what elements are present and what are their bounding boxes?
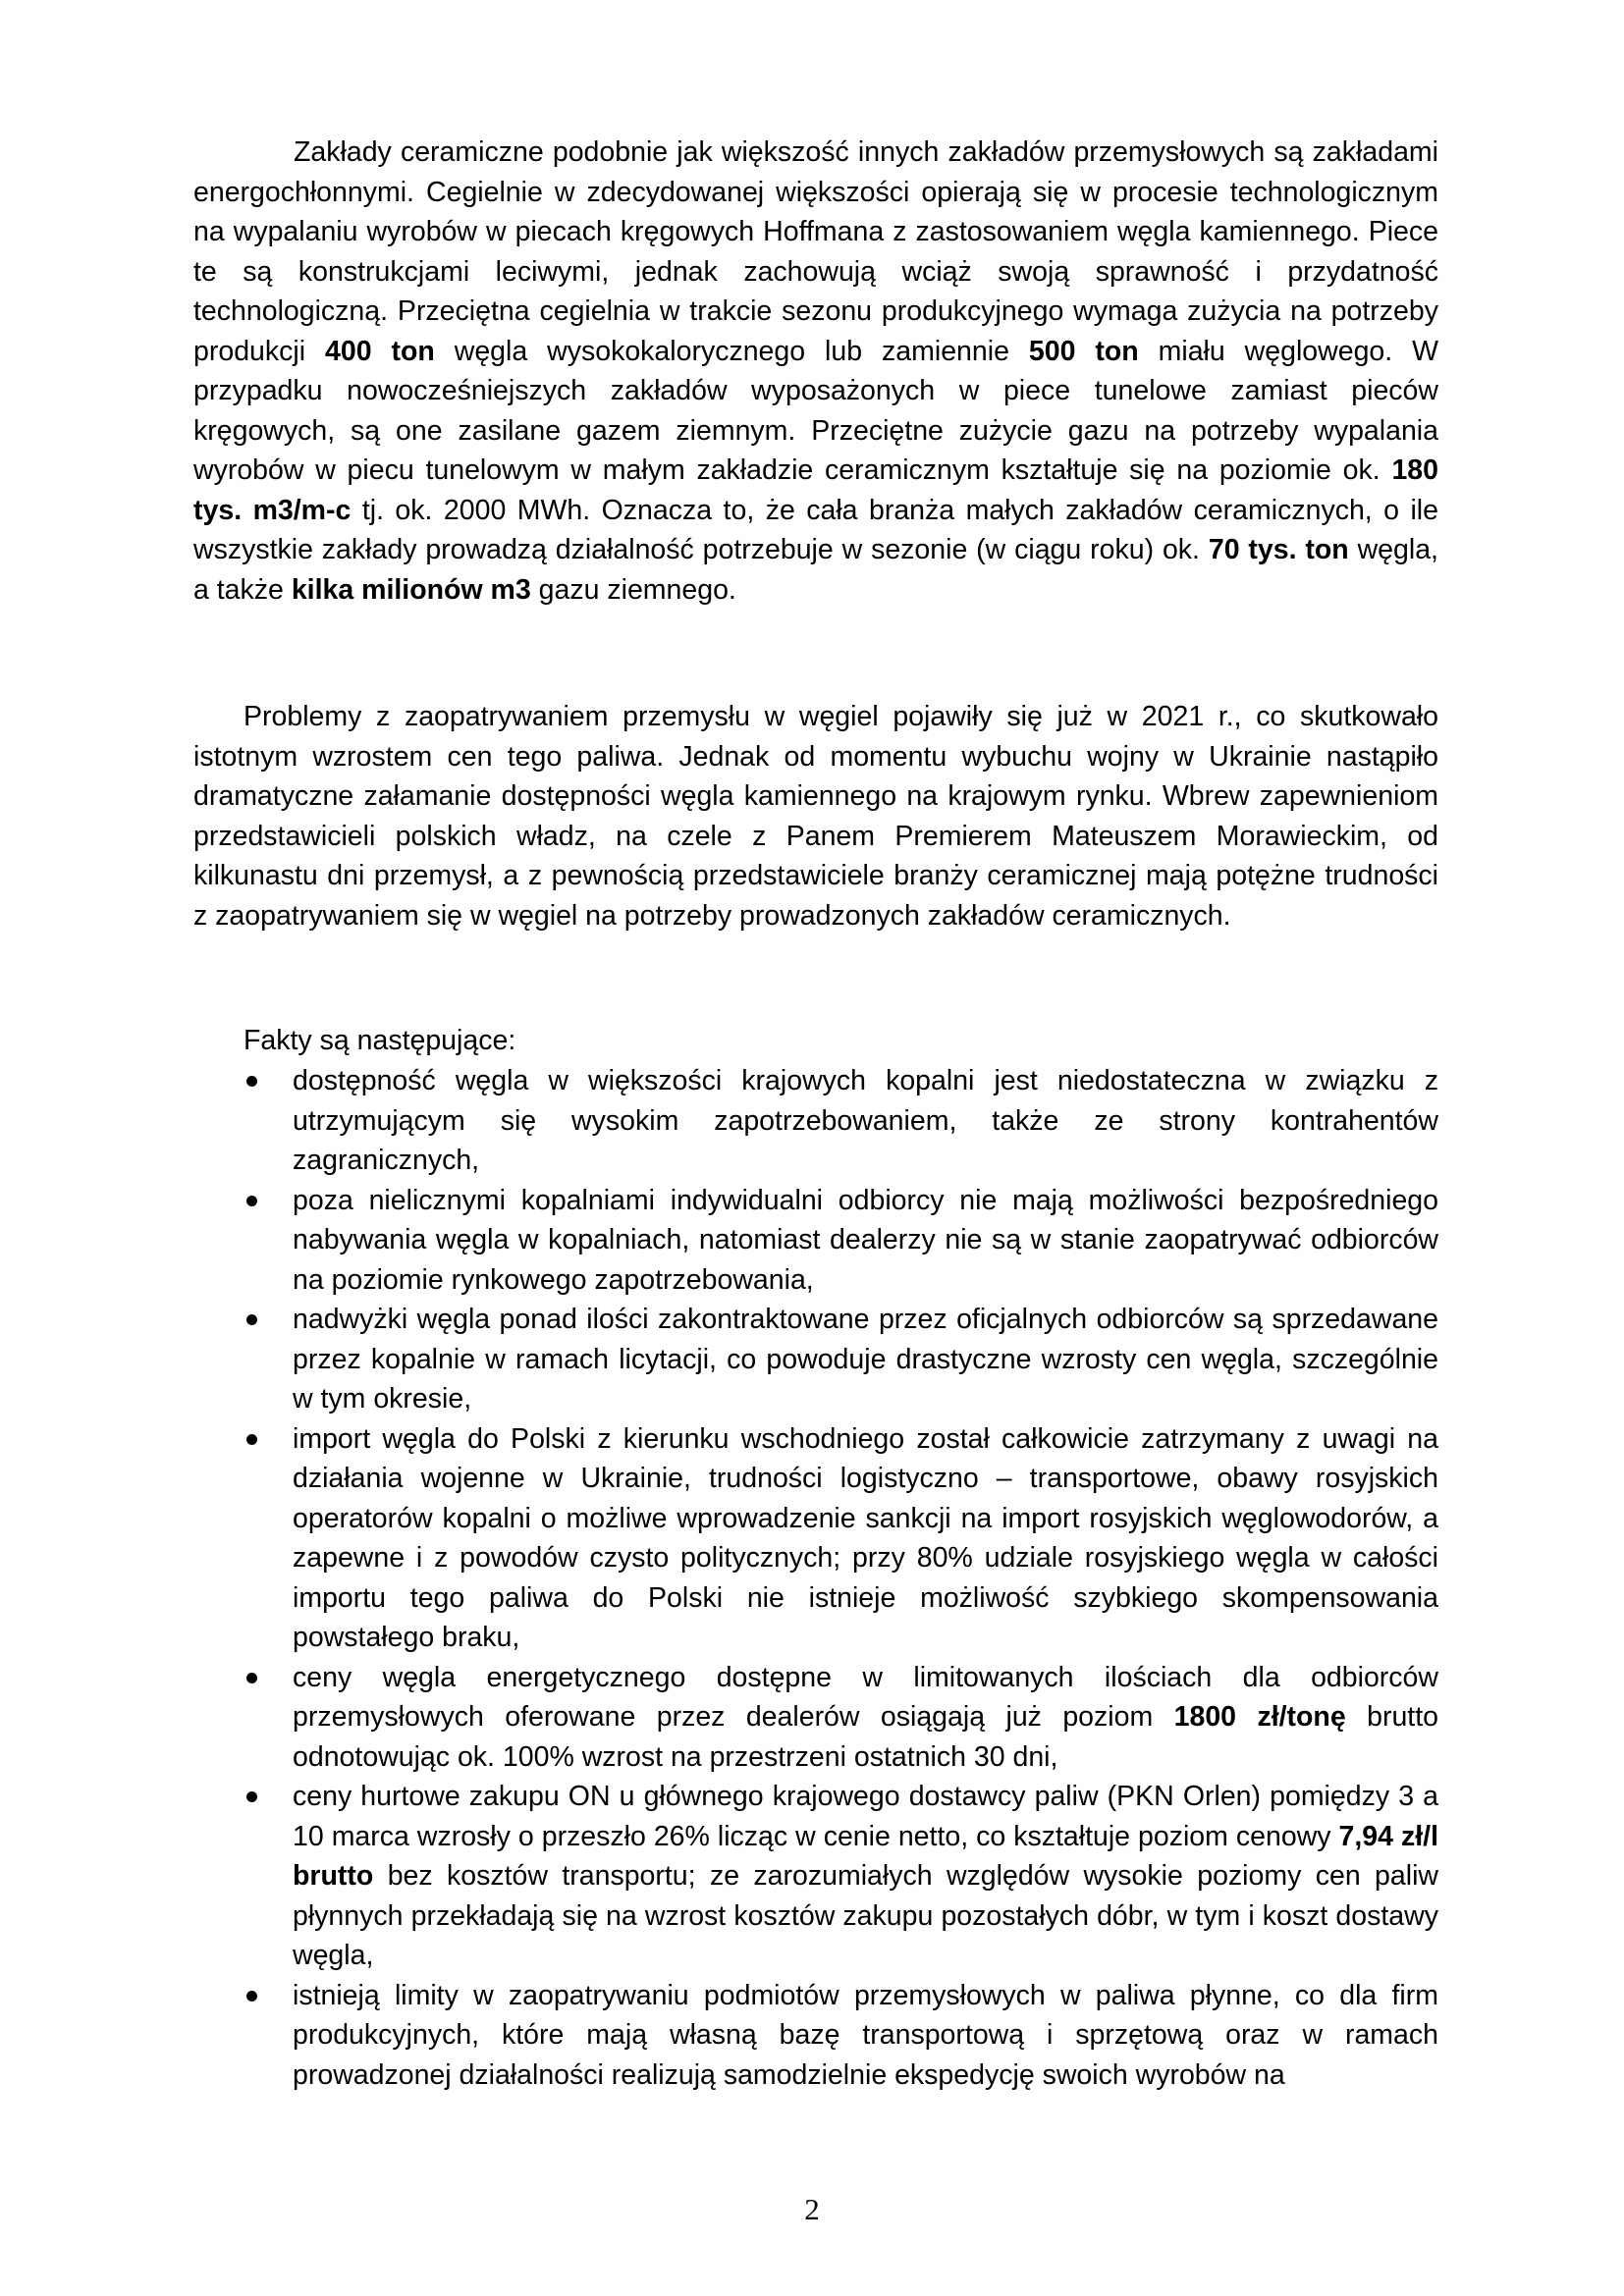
list-item <box>244 1976 1438 2096</box>
list-item <box>244 1300 1438 1419</box>
text-run: Problemy z zaopatrywaniem przemysłu w węgiel pojawiły się już w 2021 r., co skutkowało istotnym wzrostem cen tego paliwa. Jednak od momentu wybuchu wojny w Ukrainie nastąpiło dramatyczne załamanie dostępności węgla kamiennego na krajowym rynku. Wbrew zapewnieniom przedstawicieli polskich władz, na czele z Panem Premierem Mateuszem Morawieckim, od kilkunastu dni przemysł, a z pewnością przedstawiciele branży ceramicznej mają potężne trudności z zaopatrywaniem się w węgiel na potrzeby prowadzonych zakładów ceramicznych. <box>193 701 1438 932</box>
bold-industry-gas-amount: kilka milionów m3 <box>291 573 531 606</box>
text-run: gazu ziemnego. <box>530 573 736 606</box>
bullet-icon <box>246 1196 257 1206</box>
facts-intro: Fakty są następujące: <box>244 1025 516 1056</box>
bold-coal-amount: 400 ton <box>325 335 435 367</box>
facts-list <box>244 1061 1438 2095</box>
list-item-text: istnieją limity w zaopatrywaniu podmiotów przemysłowych w paliwa płynne, co dla firm produkcyjnych, które mają własną bazę transportową i sprzętową oraz w ramach prowadzonej działalności realizują samodzielnie ekspedycję swoich wyrobów na <box>293 1979 1438 2091</box>
list-item <box>244 1419 1438 1658</box>
list-item <box>244 1061 1438 1181</box>
list-item-text: poza nielicznymi kopalniami indywidualni odbiorcy nie mają możliwości bezpośredniego nabywania węgla w kopalniach, natomiast dealerzy nie są w stanie zaopatrywać odbiorców na poziomie rynkowego zapotrzebowania, <box>293 1184 1438 1296</box>
bold-fuel-price: 7,94 zł/l brutto <box>293 1820 1438 1892</box>
list-item-text: brutto odnotowując ok. 100% wzrost na przestrzeni ostatnich 30 dni, <box>293 1701 1438 1773</box>
text-run: węgla, a także <box>193 534 1438 606</box>
bullet-icon <box>246 1314 257 1325</box>
page-number: 2 <box>804 2192 820 2226</box>
text-run: węgla wysokokalorycznego lub zamiennie <box>434 335 1029 367</box>
text-run: tj. ok. 2000 MWh. Oznacza to, że cała branża małych zakładów ceramicznych, o ile wszystkie zakłady prowadzą działalność potrzebuje w sezonie (w ciągu roku) ok. <box>193 494 1438 565</box>
text-run: miału węglowego. W przypadku nowocześniejszych zakładów wyposażonych w piece tunelowe zamiast pieców kręgowych, są one zasilane gazem ziemnym. Przeciętne zużycie gazu na potrzeby wypalania wyrobów w piecu tunelowym w małym zakładzie ceramicznym kształtuje się na poziomie ok. <box>193 335 1439 486</box>
list-item-text: import węgla do Polski z kierunku wschodniego został całkowicie zatrzymany z uwagi na działania wojenne w Ukrainie, trudności logistyczno – transportowe, obawy rosyjskich operatorów kopalni o możliwe wprowadzenie sankcji na import rosyjskich węglowodorów, a zapewne i z powodów czysto politycznych; przy 80% udziale rosyjskiego węgla w całości importu tego paliwa do Polski nie istnieje możliwość szybkiego skompensowania powstałego braku, <box>293 1422 1438 1653</box>
list-item-text: bez kosztów transportu; ze zarozumiałych względów wysokie poziomy cen paliw płynnych przekładają się na wzrost kosztów zakupu pozostałych dóbr, w tym i koszt dostawy węgla, <box>293 1860 1438 1971</box>
list-item-text: nadwyżki węgla ponad ilości zakontraktowane przez oficjalnych odbiorców są sprzedawane przez kopalnie w ramach licytacji, co powoduje drastyczne wzrosty cen węgla, szczególnie w tym okresie, <box>293 1304 1438 1415</box>
paragraph-supply-problems <box>193 697 1438 935</box>
list-item-text: ceny węgla energetycznego dostępne w limitowanych ilościach dla odbiorców przemysłowych oferowane przez dealerów osiągają już poziom <box>293 1661 1438 1733</box>
bold-coal-price: 1800 zł/tonę <box>1173 1701 1346 1733</box>
list-item <box>244 1658 1438 1778</box>
bold-gas-amount: 180 tys. m3/m-c <box>193 454 1438 526</box>
bold-industry-coal-amount: 70 tys. ton <box>1208 534 1349 565</box>
bullet-icon <box>246 1791 257 1802</box>
bullet-icon <box>246 1076 257 1087</box>
bullet-icon <box>246 1991 257 2002</box>
list-item <box>244 1777 1438 1976</box>
paragraph-energy-consumption <box>193 133 1438 610</box>
bullet-icon <box>246 1673 257 1683</box>
list-item <box>244 1181 1438 1301</box>
bullet-icon <box>246 1434 257 1445</box>
text-run: Zakłady ceramiczne podobnie jak większość innych zakładów przemysłowych są zakładami energochłonnymi. Cegielnie w zdecydowanej większości opierają się w procesie technologicznym na wypalaniu wyrobów w piecach kręgowych Hoffmana z zastosowaniem węgla kamiennego. Piece te są konstrukcjami leciwymi, jednak zachowują wciąż swoją sprawność i przydatność technologiczną. Przeciętna cegielnia w trakcie sezonu produkcyjnego wymaga zużycia na potrzeby produkcji <box>193 136 1438 367</box>
bold-coal-dust-amount: 500 ton <box>1028 335 1139 367</box>
list-item-text: dostępność węgla w większości krajowych kopalni jest niedostateczna w związku z utrzymującym się wysokim zapotrzebowaniem, także ze strony kontrahentów zagranicznych, <box>293 1065 1438 1176</box>
list-item-text: ceny hurtowe zakupu ON u głównego krajowego dostawcy paliw (PKN Orlen) pomiędzy 3 a 10 marca wzrosły o przeszło 26% licząc w cenie netto, co kształtuje poziom cenowy <box>293 1781 1438 1852</box>
